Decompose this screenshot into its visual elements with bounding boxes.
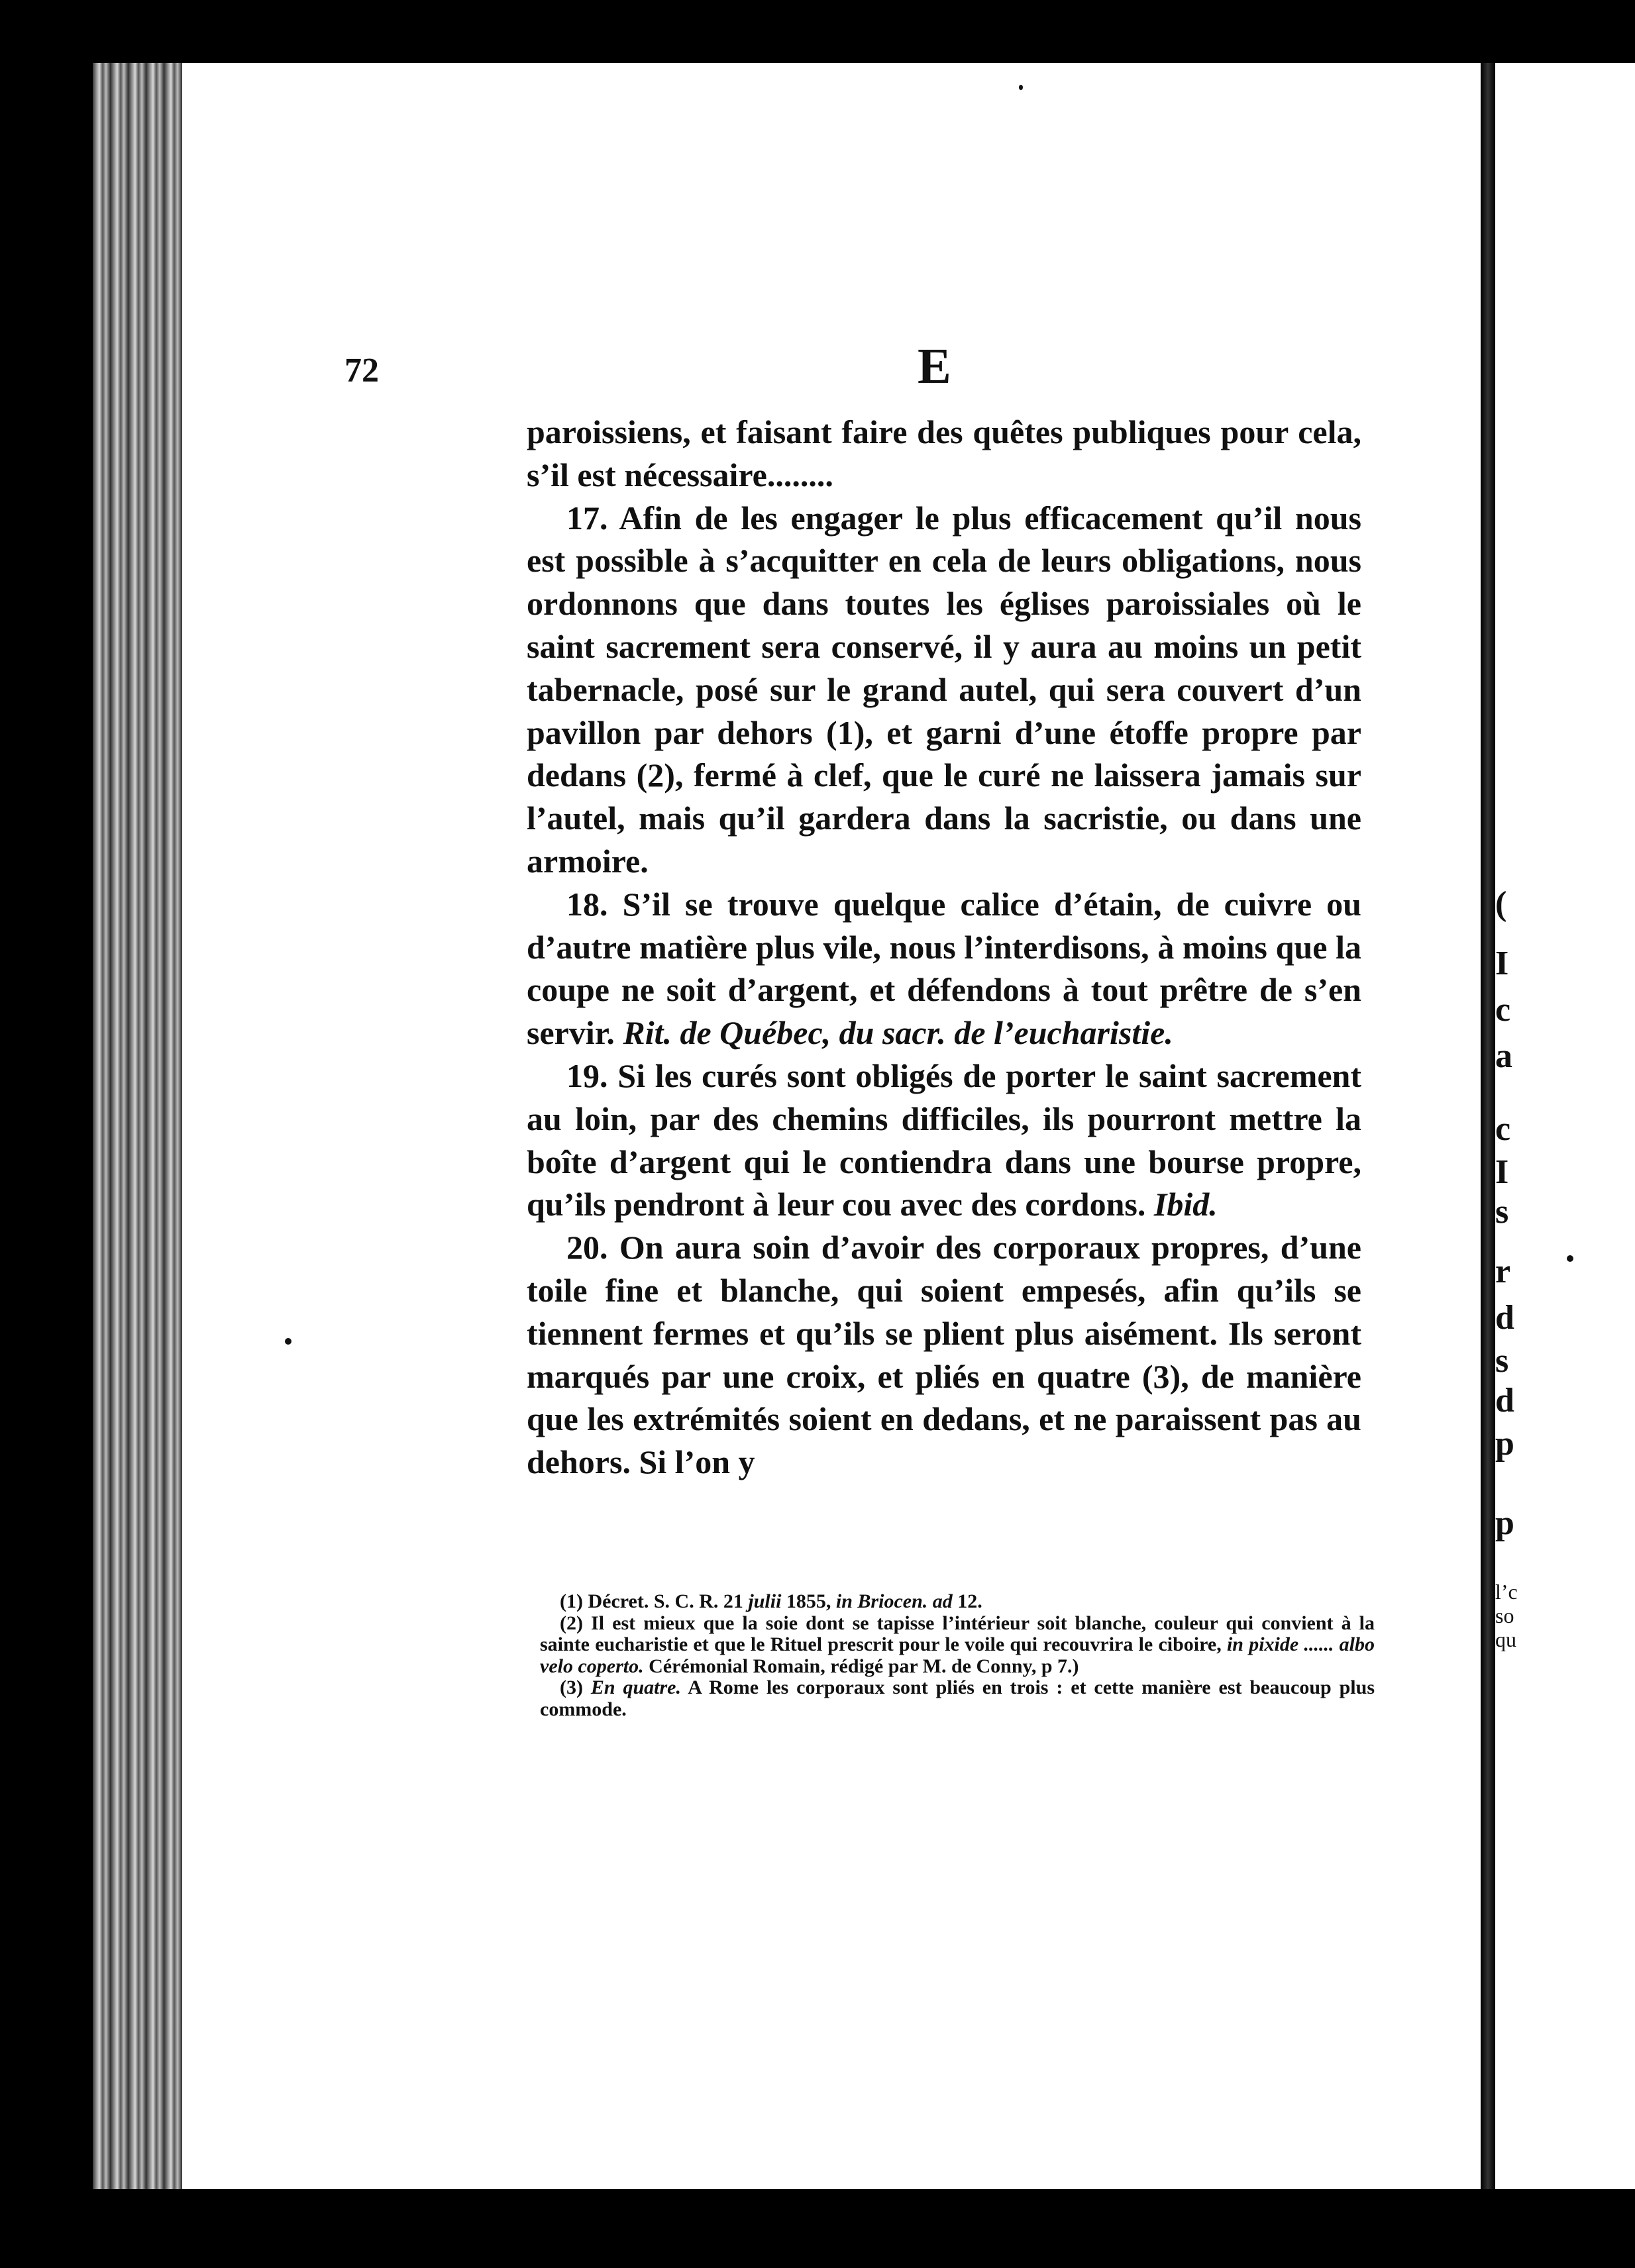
body-text — [527, 411, 1361, 1484]
adjacent-page-char: qu — [1495, 1627, 1516, 1651]
book-spine — [93, 63, 182, 2189]
footnote-1-text: 12. — [952, 1590, 982, 1612]
paragraph-18-reference: Rit. de Québec, du sacr. de l’eucharistie. — [623, 1014, 1173, 1052]
adjacent-page-fragment — [1495, 63, 1635, 2189]
footnote-3 — [540, 1677, 1375, 1720]
paragraph-continuation: paroissiens, et faisant faire des quêtes publiques pour cela, s’il est nécessaire........ — [527, 413, 1361, 493]
paragraph-19-reference: Ibid. — [1153, 1186, 1218, 1223]
footnotes — [540, 1591, 1375, 1720]
adjacent-page-char: d — [1495, 1382, 1514, 1419]
footnote-1 — [540, 1591, 1375, 1613]
running-head: E — [918, 338, 954, 394]
footnote-3-italic: En quatre. — [590, 1676, 681, 1698]
paragraph-19 — [527, 1055, 1361, 1226]
adjacent-page-char: I — [1495, 1153, 1509, 1191]
footnote-2 — [540, 1613, 1375, 1678]
page-speck — [1567, 1255, 1573, 1262]
footnote-1-text: 1855, — [781, 1590, 836, 1612]
footnote-1-italic: julii — [748, 1590, 782, 1612]
adjacent-page-char: d — [1495, 1299, 1514, 1337]
paragraph-20: 20. On aura soin d’avoir des corporaux propres, d’une toile fine et blanche, qui soient empesés, afin qu’ils se tiennent fermes et qu’ils se plient plus aisément. Ils seront marqués par une croix, et pliés en quatre (3), de manière que les extrémités soient en dedans, et ne paraissent pas au dehors. Si l’on y — [527, 1229, 1361, 1481]
footnote-3-text: A Rome les corporaux sont pliés en trois : et cette manière est beaucoup plus commode. — [540, 1676, 1375, 1720]
adjacent-page-char: c — [1495, 1110, 1511, 1148]
footnote-2-text: Cérémonial Romain, rédigé par M. de Conny, p 7.) — [643, 1655, 1079, 1677]
adjacent-page-char: p — [1495, 1425, 1514, 1463]
adjacent-page-char: c — [1495, 991, 1511, 1029]
adjacent-page-char: s — [1495, 1342, 1509, 1380]
footnote-2-italic: in pixide ...... albo velo coperto. — [540, 1633, 1375, 1677]
paragraph-19-text: 19. Si les curés sont obligés de porter le saint sacrement au loin, par des chemins difficiles, ils pourront mettre la boîte d’argent qui le contiendra dans une bourse propre, qu’ils pendront à leur cou avec des cordons. — [527, 1057, 1361, 1223]
adjacent-page-char: I — [1495, 945, 1509, 982]
adjacent-page-char: r — [1495, 1253, 1511, 1290]
paragraph-18-text: 18. S’il se trouve quelque calice d’étain, de cuivre ou d’autre matière plus vile, nous l’interdisons, à moins que la coupe ne soit d’argent, et défendons à tout prêtre de s’en servir. — [527, 885, 1361, 1052]
footnote-1-italic: in Briocen. ad — [835, 1590, 953, 1612]
adjacent-page-char: s — [1495, 1193, 1509, 1231]
paragraph-17: 17. Afin de les engager le plus efficacement qu’il nous est possible à s’acquitter en cela de leurs obligations, nous ordonnons que dans toutes les églises paroissiales où le saint sacrement sera conservé, il y aura au moins un petit tabernacle, posé sur le grand autel, qui sera couvert d’un pavillon par dehors (1), et garni d’une étoffe propre par dedans (2), fermé à clef, que le curé ne laissera jamais sur l’autel, mais qu’il gardera dans la sacristie, ou dans une armoire. — [527, 499, 1361, 880]
page-gutter — [1481, 63, 1495, 2189]
page-speck — [285, 1338, 291, 1345]
footnote-3-text: (3) — [560, 1676, 591, 1698]
adjacent-page-char: l’c — [1495, 1580, 1518, 1604]
footnote-1-text: (1) Décret. S. C. R. 21 — [560, 1590, 749, 1612]
adjacent-page-char: ( — [1495, 885, 1507, 923]
page-speck — [1019, 85, 1023, 90]
adjacent-page-char: p — [1495, 1504, 1514, 1542]
adjacent-page-char: so — [1495, 1604, 1514, 1627]
adjacent-page-char: a — [1495, 1037, 1512, 1075]
paragraph-18 — [527, 883, 1361, 1055]
footnote-2-text: (2) Il est mieux que la soie dont se tapisse l’intérieur soit blanche, couleur qui convient à la sainte eucharistie et que le Rituel prescrit pour le voile qui recouvrira le ciboire, — [540, 1612, 1375, 1655]
page-number: 72 — [344, 352, 379, 389]
